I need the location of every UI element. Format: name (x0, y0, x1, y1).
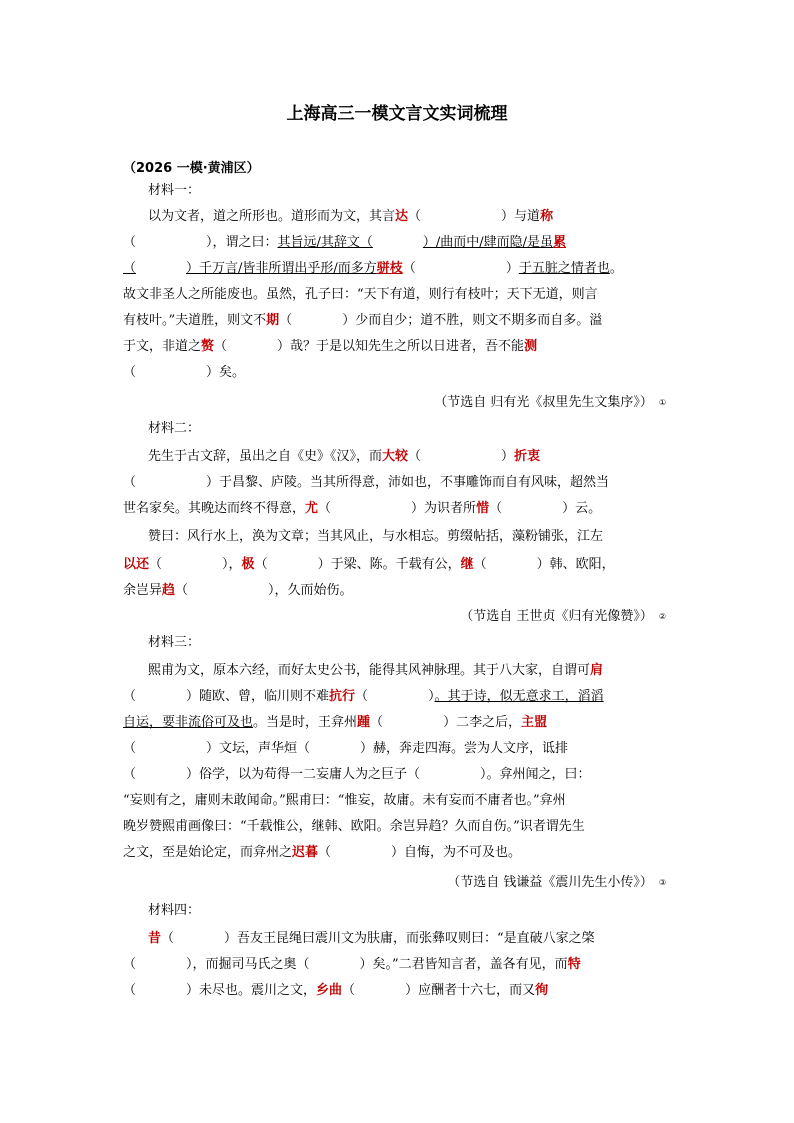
m1-line-6: 于文，非道之赘（ ）哉？于是以知先生之所以日进者，吾不能测 (123, 339, 538, 354)
material-2-heading: 材料二： (148, 421, 201, 436)
m1-line-7: （ ）矣。 (123, 365, 246, 380)
m3-line-7: 晚岁赞熙甫画像曰：“千载惟公，继韩、欧阳。余岂异趋？久而自伤。”识者谓先生 (123, 819, 585, 834)
m2-line-2: （ ）于昌黎、庐陵。当其所得意，沛如也，不事雕饰而自有风味，超然当 (123, 475, 610, 490)
m1-line-5: 有枝叶。”夫道胜，则文不期（ ）少而自少；道不胜，则文不期多而自多。溢 (123, 313, 603, 328)
footnote-mark-3: ③ (658, 878, 666, 887)
material-1-heading: 材料一： (148, 183, 201, 198)
m3-line-8: 之文，至是始论定，而弇州之迟暮（ ）自悔，为不可及也。 (123, 845, 522, 860)
m2-source: （节选自 王世贞《归有光像赞》） ② (460, 609, 666, 624)
m1-line-3: （ ）千万言/皆非所谓出乎形/而多方骈枝（ ）于五脏之情者也。 (123, 261, 623, 276)
m1-line-2: （ ），谓之曰：其旨远/其辞文（ ）/曲而中/肆而隐/是虽累 (123, 235, 567, 250)
m3-line-2: （ ）随欧、曾，临川则不难抗行（ ）。其于诗，似无意求工，滔滔 (123, 689, 604, 704)
m1-line-1: 以为文者，道之所形也。道形而为文，其言达（ ）与道称 (148, 209, 554, 224)
m3-line-5: （ ）俗学，以为苟得一二妄庸人为之巨子（ ）。弇州闻之，曰： (123, 767, 591, 782)
m3-line-4: （ ）文坛，声华烜（ ）赫，奔走四海。尝为人文序，诋排 (123, 741, 569, 756)
m4-line-3: （ ）未尽也。震川之文，乡曲（ ）应酬者十六七，而又徇 (123, 983, 549, 998)
page-title: 上海高三一模文言文实词梳理 (286, 104, 508, 124)
m2-line-3: 世名家矣。其晚达而终不得意，尤（ ）为识者所惜（ ）云。 (123, 501, 602, 516)
m1-source: （节选自 归有光《叔里先生文集序》） ① (434, 395, 666, 410)
material-4-heading: 材料四： (148, 903, 201, 918)
m4-line-2: （ ），而掘司马氏之奥（ ）矣。”二君皆知言者，盖各有见，而特 (123, 957, 581, 972)
m4-line-1: 昔（ ）吾友王昆绳曰震川文为肤庸，而张彝叹则曰：“是直破八家之棨 (148, 931, 595, 946)
m1-line-4: 故文非圣人之所能废也。虽然，孔子曰：“天下有道，则行有枝叶；天下无道，则言 (123, 287, 598, 302)
material-3-heading: 材料三： (148, 635, 201, 650)
m3-line-6: “妄则有之，庸则未敢闻命。”熙甫曰：“惟妄，故庸。未有妄而不庸者也。”弇州 (123, 793, 566, 808)
m3-line-3: 自运，要非流俗可及也。当是时，王弇州踵（ ）二李之后，主盟 (123, 715, 548, 730)
m2-line-1: 先生于古文辞，虽出之自《史》《汉》，而大较（ ）折衷 (148, 449, 541, 464)
m2-line-6: 余岂异趋（ ），久而始伤。 (123, 583, 353, 598)
m2-line-5: 以还（ ），极（ ）于梁、陈。千载有公，继（ ）韩、欧阳， (123, 557, 615, 572)
m2-line-4: 赞曰：风行水上，涣为文章；当其风止，与水相忘。剪缀帖括，藻粉铺张，江左 (148, 529, 604, 544)
m3-source: （节选自 钱谦益《震川先生小传》） ③ (447, 875, 666, 890)
m3-line-1: 熙甫为文，原本六经，而好太史公书，能得其风神脉理。其于八大家，自谓可肩 (148, 663, 604, 678)
footnote-mark-2: ② (658, 612, 666, 621)
footnote-mark-1: ① (658, 398, 666, 407)
section-heading: （2026 一模·黄浦区） (123, 161, 260, 176)
